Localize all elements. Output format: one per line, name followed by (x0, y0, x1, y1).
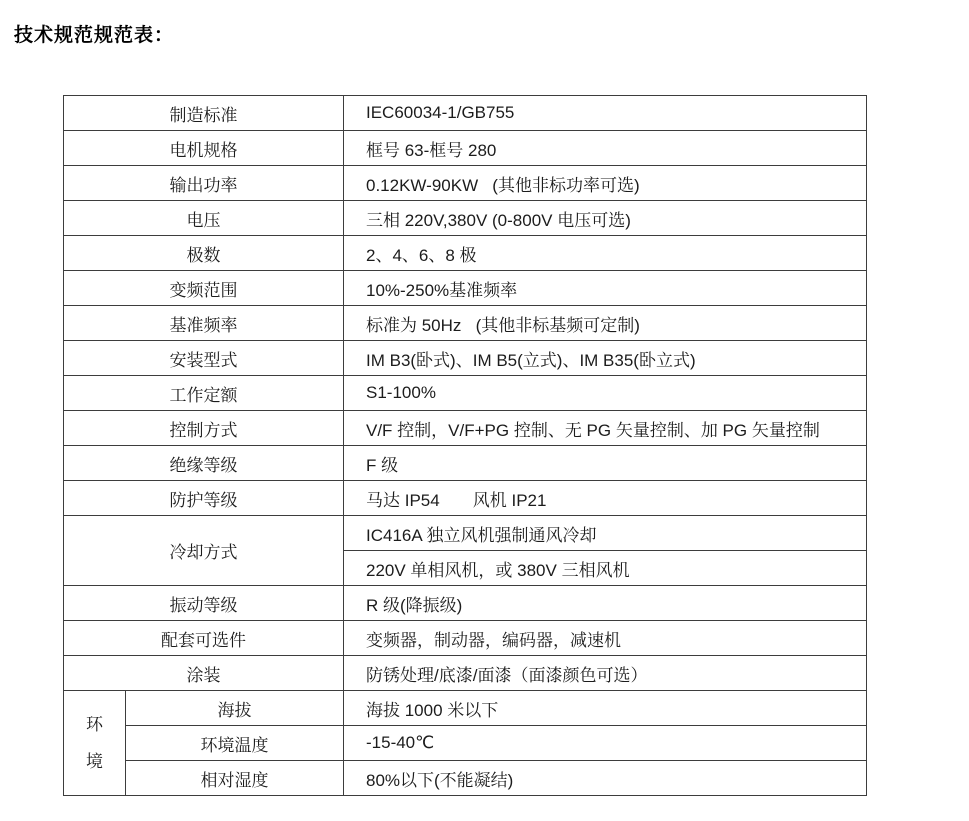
spec-label: 电机规格 (64, 131, 344, 166)
spec-label: 电压 (64, 201, 344, 236)
spec-label: 防护等级 (64, 481, 344, 516)
spec-value: -15-40℃ (344, 726, 867, 761)
table-row (64, 656, 867, 691)
spec-label-cooling: 冷却方式 (64, 516, 344, 586)
spec-value: 0.12KW-90KW (其他非标功率可选) (344, 166, 867, 201)
spec-label: 涂装 (64, 656, 344, 691)
table-row (64, 236, 867, 271)
spec-sublabel: 相对湿度 (126, 761, 344, 796)
spec-value: S1-100% (344, 376, 867, 411)
spec-label: 绝缘等级 (64, 446, 344, 481)
spec-table (63, 95, 867, 796)
spec-value: 220V 单相风机，或 380V 三相风机 (344, 551, 867, 586)
spec-value: 海拔 1000 米以下 (344, 691, 867, 726)
spec-value: 防锈处理/底漆/面漆（面漆颜色可选） (344, 656, 867, 691)
spec-value: V/F 控制，V/F+PG 控制、无 PG 矢量控制、加 PG 矢量控制 (344, 411, 867, 446)
spec-value: 标准为 50Hz (其他非标基频可定制) (344, 306, 867, 341)
table-row (64, 376, 867, 411)
spec-label: 输出功率 (64, 166, 344, 201)
spec-value: 三相 220V,380V (0-800V 电压可选) (344, 201, 867, 236)
page-title: 技术规范规范表： (14, 25, 175, 46)
spec-value: 框号 63-框号 280 (344, 131, 867, 166)
table-row (64, 131, 867, 166)
spec-label: 振动等级 (64, 586, 344, 621)
table-row (64, 446, 867, 481)
spec-label: 控制方式 (64, 411, 344, 446)
spec-value: 2、4、6、8 极 (344, 236, 867, 271)
table-row-environment (64, 726, 867, 761)
spec-label: 基准频率 (64, 306, 344, 341)
spec-sublabel: 环境温度 (126, 726, 344, 761)
spec-sublabel: 海拔 (126, 691, 344, 726)
table-row (64, 481, 867, 516)
spec-value: IM B3(卧式)、IM B5(立式)、IM B35(卧立式) (344, 341, 867, 376)
spec-value: 马达 IP54 风机 IP21 (344, 481, 867, 516)
spec-label: 工作定额 (64, 376, 344, 411)
table-row (64, 271, 867, 306)
table-row (64, 621, 867, 656)
spec-value: 变频器，制动器，编码器，减速机 (344, 621, 867, 656)
spec-value: F 级 (344, 446, 867, 481)
spec-label: 变频范围 (64, 271, 344, 306)
table-row (64, 586, 867, 621)
table-row (64, 166, 867, 201)
env-group-cell (64, 691, 126, 796)
table-row (64, 201, 867, 236)
spec-value: R 级(降振级) (344, 586, 867, 621)
spec-label: 制造标准 (64, 96, 344, 131)
table-row (64, 411, 867, 446)
spec-value: IEC60034-1/GB755 (344, 96, 867, 131)
spec-value: 10%-250%基准频率 (344, 271, 867, 306)
table-row (64, 341, 867, 376)
spec-label: 配套可选件 (64, 621, 344, 656)
table-row (64, 96, 867, 131)
spec-value: IC416A 独立风机强制通风冷却 (344, 516, 867, 551)
table-row-cooling (64, 516, 867, 551)
table-row (64, 306, 867, 341)
spec-value: 80%以下(不能凝结) (344, 761, 867, 796)
table-row-environment (64, 691, 867, 726)
env-group-label: 环境 (85, 714, 103, 771)
table-row-environment (64, 761, 867, 796)
spec-label: 极数 (64, 236, 344, 271)
spec-label: 安装型式 (64, 341, 344, 376)
